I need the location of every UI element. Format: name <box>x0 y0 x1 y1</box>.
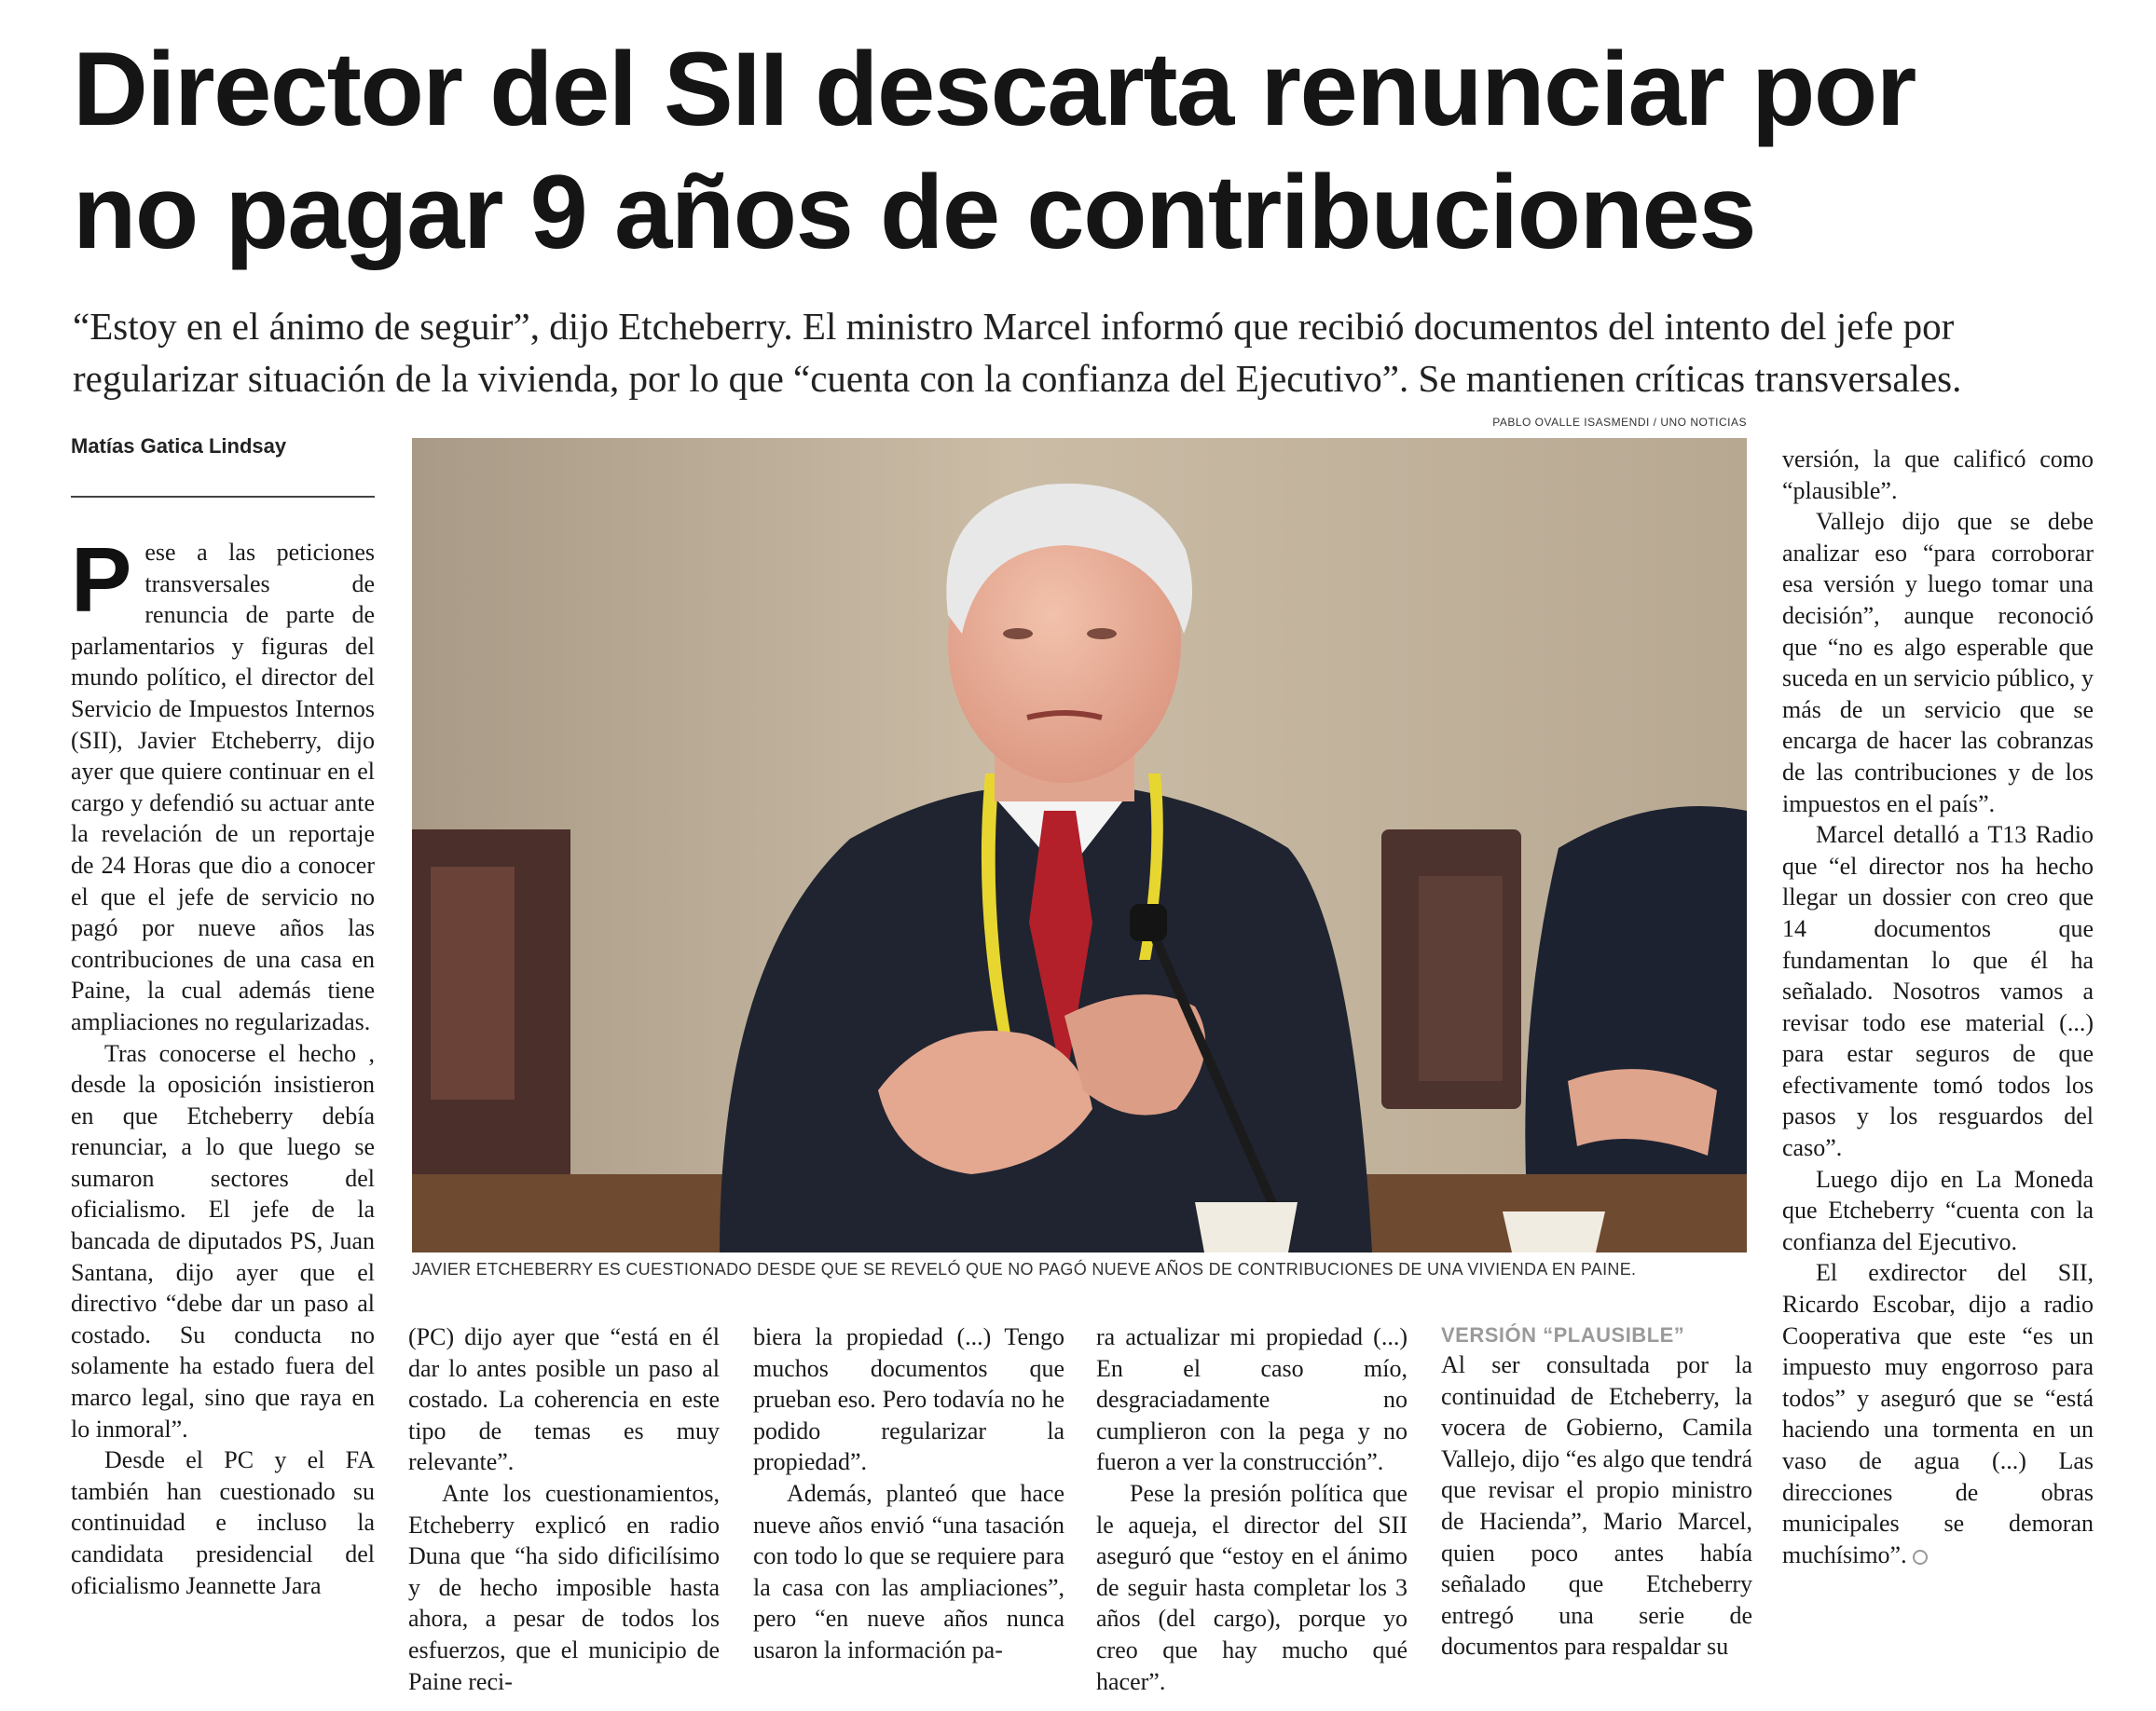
article-column-3 <box>753 1321 1064 1666</box>
section-subhead: VERSIÓN “PLAUSIBLE” <box>1441 1323 1685 1347</box>
paragraph: Ante los cuestionamientos, Etcheberry explicó en radio Duna que “ha sido dificilísimo y de hecho imposible hasta ahora, a pesar de todos los esfuerzos, que el municipio de Paine reci- <box>408 1479 720 1695</box>
paragraph: Marcel detalló a T13 Radio que “el director nos ha hecho llegar un dossier con creo que 14 documentos que fundamentan lo que él ha señalado. Nosotros vamos a revisar todo ese material (...) para estar seguros de que efectivamente tomó todos los pasos y los resguardos del caso”. <box>1782 821 2094 1162</box>
article-column-1 <box>71 528 375 1601</box>
paragraph: Además, planteó que hace nueve años envió “una tasación con todo lo que se requiere para la casa con las ampliaciones”, pero “en nueve años nunca usaron la información pa- <box>753 1479 1064 1663</box>
deck <box>73 300 2095 404</box>
article-column-6 <box>1782 444 2094 1570</box>
paragraph: Al ser consultada por la continuidad de Etcheberry, la vocera de Gobierno, Camila Vallejo, dijo “es algo que tendrá que revisar el propio ministro de Hacienda”, Mario Marcel, quien poco antes había señalado que Etcheberry entregó una serie de documentos para respaldar su <box>1441 1351 1752 1661</box>
article-column-5 <box>1441 1321 1752 1663</box>
byline: Matías Gatica Lindsay <box>71 434 287 458</box>
byline-divider <box>71 496 375 498</box>
headline <box>73 28 2095 274</box>
deck-line-2: regularizar situación de la vivienda, por lo que “cuenta con la confianza del Ejecutivo”. Se mantienen críticas transversales. <box>73 357 1962 400</box>
paragraph: Tras conocerse el hecho , desde la oposición insistieron en que Etcheberry debía renunciar, a lo que luego se sumaron sectores del oficialismo. El jefe de la bancada de diputados PS, Juan Santana, dijo ayer que el directivo “debe dar un paso al costado. Su conducta no solamente ha estado fuera del marco legal, sino que raya en lo inmoral”. <box>71 1039 375 1443</box>
headline-line-2: no pagar 9 años de contribuciones <box>73 154 1756 270</box>
headline-line-1: Director del SII descarta renunciar por <box>73 31 1916 147</box>
paragraph: Desde el PC y el FA también han cuestionado su continuidad e incluso la candidata presidencial del oficialismo Jeannette Jara <box>71 1446 375 1599</box>
paragraph: Pese la presión política que le aqueja, el director del SII aseguró que “estoy en el ánimo de seguir hasta completar los 3 años (del cargo), porque yo creo que hay mucho qué hacer”. <box>1096 1479 1408 1695</box>
photo-credit: PABLO OVALLE ISASMENDI / UNO NOTICIAS <box>1492 416 1747 429</box>
paragraph: (PC) dijo ayer que “está en él dar lo antes posible un paso al costado. La coherencia en este tipo de temas es muy relevante”. <box>408 1323 720 1476</box>
paragraph: versión, la que calificó como “plausible”. <box>1782 445 2094 504</box>
end-mark-icon <box>1913 1550 1928 1565</box>
photo-illustration <box>412 438 1747 1252</box>
drop-cap: P <box>71 528 132 631</box>
deck-line-1: “Estoy en el ánimo de seguir”, dijo Etcheberry. El ministro Marcel informó que recibió documentos del intento del jefe por <box>73 305 1955 348</box>
paragraph: biera la propiedad (...) Tengo muchos documentos que prueban eso. Pero todavía no he podido regularizar la propiedad”. <box>753 1323 1064 1476</box>
paragraph <box>1782 1257 2094 1570</box>
article-column-2 <box>408 1321 720 1697</box>
photo-caption: JAVIER ETCHEBERRY ES CUESTIONADO DESDE QUE SE REVELÓ QUE NO PAGÓ NUEVE AÑOS DE CONTRIBUCIONES DE UNA VIVIENDA EN PAINE. <box>412 1260 1637 1279</box>
paragraph-text: ese a las peticiones transversales de renuncia de parte de parlamentarios y figuras del mundo político, el director del Servicio de Impuestos Internos (SII), Javier Etcheberry, dijo ayer que quiere continuar en el cargo y defendió su actuar ante la revelación de un reportaje de 24 Horas que dio a conocer el que el jefe de servicio no pagó por nueve años las contribuciones de una casa en Paine, la cual además tiene ampliaciones no regularizadas. <box>71 539 375 1035</box>
paragraph <box>71 528 375 1038</box>
paragraph-text: El exdirector del SII, Ricardo Escobar, dijo a radio Cooperativa que este “es un impuesto muy engorroso para todos” y aseguró que se “está haciendo una tormenta en un vaso de agua (...) Las direcciones de obras municipales se demoran muchísimo”. <box>1782 1259 2094 1568</box>
article-column-4 <box>1096 1321 1408 1697</box>
paragraph: Luego dijo en La Moneda que Etcheberry “cuenta con la confianza del Ejecutivo. <box>1782 1165 2094 1255</box>
paragraph: ra actualizar mi propiedad (...) En el caso mío, desgraciadamente no cumplieron con la pega y no fueron a ver la construcción”. <box>1096 1323 1408 1476</box>
paragraph: Vallejo dijo que se debe analizar eso “para corroborar esa versión y luego tomar una decisión”, aunque reconoció que “no es algo esperable que suceda en un servicio público, y más de un servicio que se encarga de hacer las cobranzas de las contribuciones y de los impuestos en el país”. <box>1782 508 2094 817</box>
news-photo <box>412 438 1747 1252</box>
